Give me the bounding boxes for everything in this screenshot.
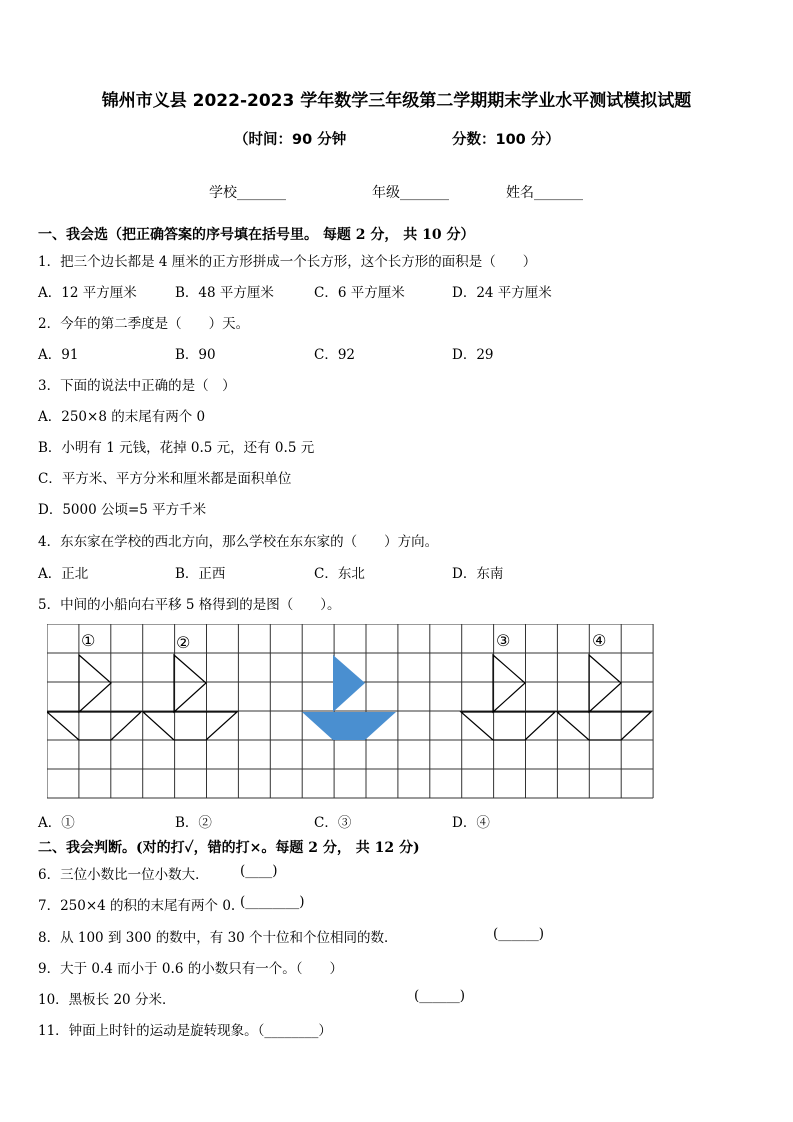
q4-option-a[interactable]: A．正北 bbox=[38, 566, 89, 582]
boat-4 bbox=[557, 655, 651, 740]
question-3: 3．下面的说法中正确的是（ ） bbox=[38, 378, 236, 394]
question-5: 5．中间的小船向右平移 5 格得到的是图（ ）。 bbox=[38, 597, 341, 613]
question-4: 4．东东家在学校的西北方向，那么学校在东东家的（ ）方向。 bbox=[38, 534, 439, 550]
q5-option-a[interactable]: A．① bbox=[38, 815, 75, 831]
question-10: 10．黑板长 20 分米． bbox=[38, 992, 176, 1008]
question-9: 9．大于 0.4 而小于 0.6 的小数只有一个。（ ） bbox=[38, 961, 343, 977]
exam-time: （时间：90 分钟 bbox=[234, 132, 347, 148]
question-6: 6．三位小数比一位小数大． bbox=[38, 867, 209, 883]
q1-option-a[interactable]: A．12 平方厘米 bbox=[38, 285, 137, 301]
grid-lines bbox=[47, 624, 653, 798]
exam-score: 分数：100 分） bbox=[452, 132, 560, 148]
question-11: 11．钟面上时针的运动是旋转现象。（________） bbox=[38, 1023, 332, 1039]
q5-option-c[interactable]: C．③ bbox=[314, 815, 352, 831]
boat-grid-figure bbox=[47, 624, 657, 802]
figure-label-3: ③ bbox=[496, 631, 511, 650]
q6-answer-blank[interactable]: (____) bbox=[240, 863, 278, 879]
boat-3 bbox=[461, 655, 555, 740]
q1-option-b[interactable]: B．48 平方厘米 bbox=[175, 285, 274, 301]
question-1: 1．把三个边长都是 4 厘米的正方形拼成一个长方形，这个长方形的面积是（ ） bbox=[38, 254, 537, 270]
q7-answer-blank[interactable]: (________) bbox=[240, 894, 305, 910]
figure-label-2: ② bbox=[176, 633, 191, 652]
question-8: 8．从 100 到 300 的数中，有 30 个十位和个位相同的数． bbox=[38, 930, 398, 946]
figure-label-1: ① bbox=[81, 631, 96, 650]
q4-option-b[interactable]: B．正西 bbox=[175, 566, 226, 582]
center-boat-sail bbox=[333, 655, 365, 712]
boat-1 bbox=[47, 655, 141, 740]
question-2: 2．今年的第二季度是（ ）天。 bbox=[38, 316, 250, 332]
q1-option-c[interactable]: C．6 平方厘米 bbox=[314, 285, 405, 301]
page-title: 锦州市义县 2022-2023 学年数学三年级第二学期期末学业水平测试模拟试题 bbox=[101, 91, 692, 111]
q3-option-c[interactable]: C．平方米、平方分米和厘米都是面积单位 bbox=[38, 471, 292, 487]
boat-2 bbox=[143, 655, 237, 740]
q3-option-b[interactable]: B．小明有 1 元钱，花掉 0.5 元，还有 0.5 元 bbox=[38, 440, 315, 456]
q2-option-c[interactable]: C．92 bbox=[314, 347, 356, 363]
school-field[interactable]: 学校_______ bbox=[209, 185, 286, 201]
q10-answer-blank[interactable]: (______) bbox=[414, 988, 466, 1004]
q8-answer-blank[interactable]: (______) bbox=[493, 926, 545, 942]
q5-option-d[interactable]: D．④ bbox=[452, 815, 490, 831]
q1-option-d[interactable]: D．24 平方厘米 bbox=[452, 285, 552, 301]
center-boat-hull bbox=[302, 712, 396, 740]
question-7: 7．250×4 的积的末尾有两个 0. bbox=[38, 898, 236, 914]
grade-field[interactable]: 年级_______ bbox=[372, 185, 449, 201]
q2-option-b[interactable]: B．90 bbox=[175, 347, 216, 363]
q3-option-a[interactable]: A．250×8 的末尾有两个 0 bbox=[38, 409, 206, 425]
q5-option-b[interactable]: B．② bbox=[175, 815, 212, 831]
name-field[interactable]: 姓名_______ bbox=[506, 185, 583, 201]
q2-option-a[interactable]: A．91 bbox=[38, 347, 79, 363]
section1-heading: 一、我会选（把正确答案的序号填在括号里。 每题 2 分， 共 10 分） bbox=[38, 227, 475, 243]
q4-option-c[interactable]: C．东北 bbox=[314, 566, 365, 582]
section2-heading: 二、我会判断。(对的打✓，错的打×。每题 2 分， 共 12 分) bbox=[38, 840, 420, 856]
q2-option-d[interactable]: D．29 bbox=[452, 347, 494, 363]
figure-label-4: ④ bbox=[592, 631, 607, 650]
q4-option-d[interactable]: D．东南 bbox=[452, 566, 504, 582]
q3-option-d[interactable]: D．5000 公顷=5 平方千米 bbox=[38, 502, 207, 518]
